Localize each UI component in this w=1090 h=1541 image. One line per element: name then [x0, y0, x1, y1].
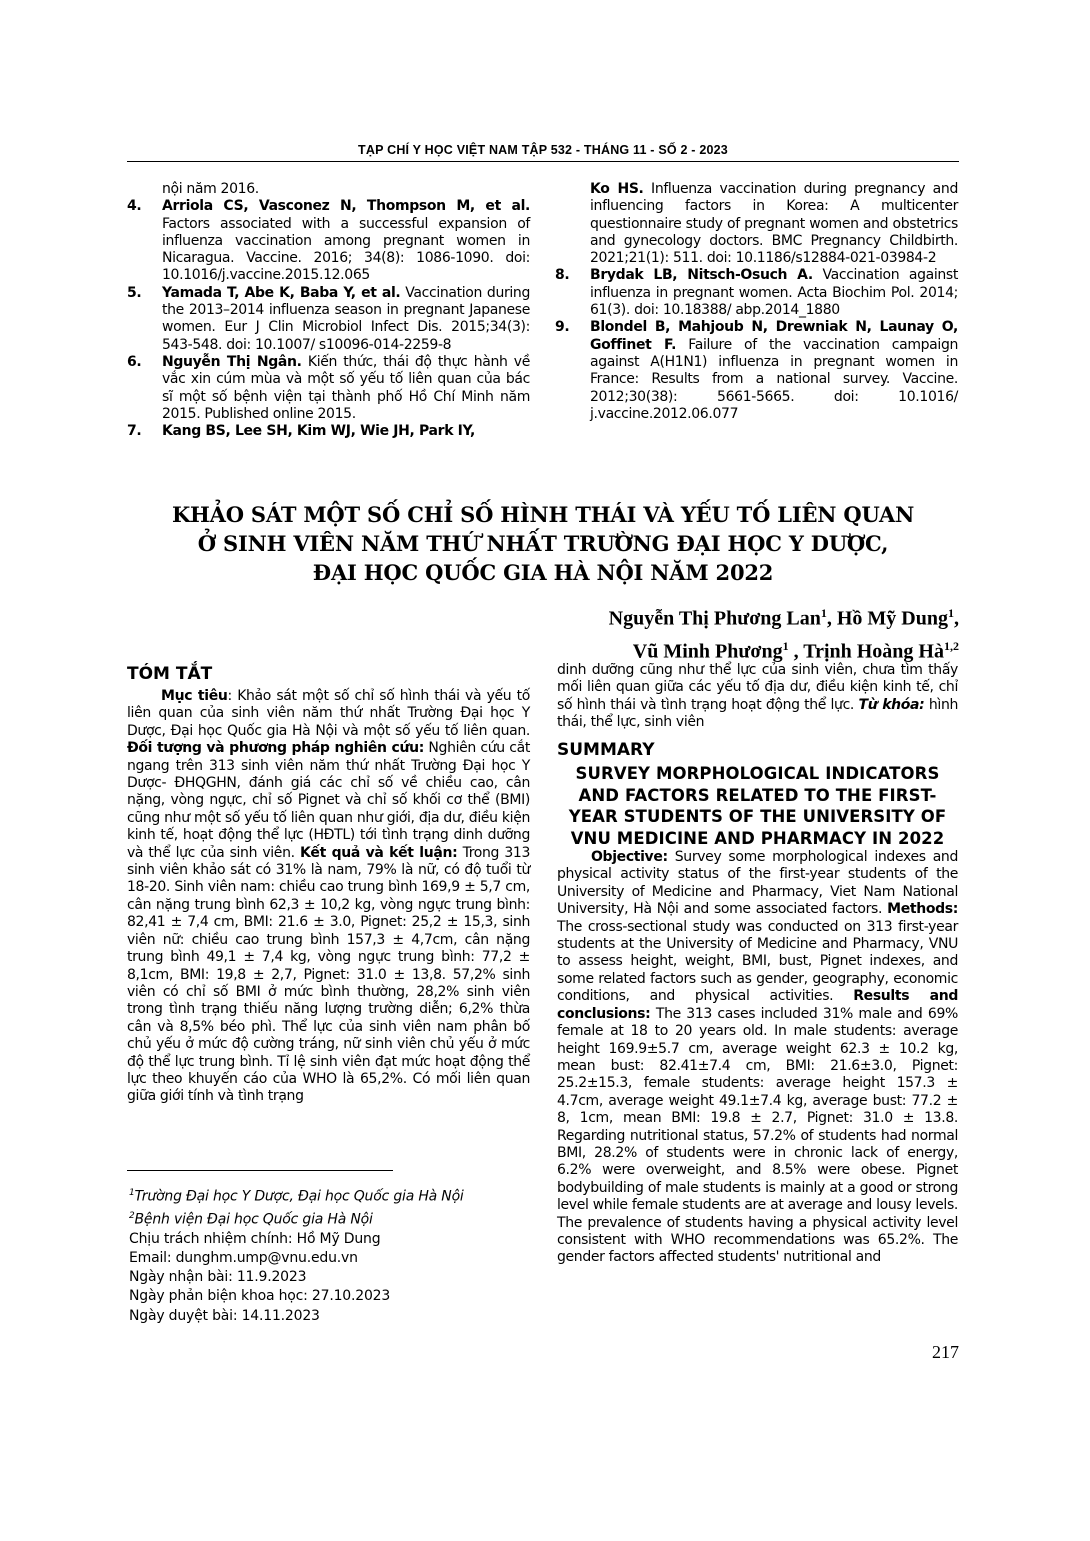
reference-item: [555, 267, 958, 319]
results-text: The 313 cases included 31% male and 69% female at 18 to 20 years old. In male students: average height 169.9±5.7 cm, average weight 62.3 ± 10.2 kg, mean bust: 82.41±7.4 cm, BMI: 21.6±3.0, Pignet: 25.2±15.3, female students: average height 157.3 ± 4.7cm, average weight 49.1±7.4 kg, average bust: 77.2 ± 8, 1cm, mean BMI: 19.8 ± 2.7, Pignet: 31.0 ± 13.8. Regarding nutritional status, 57.2% of students had normal BMI, 28.2% of students were in chronic lack of energy, 6.2% were overweight, and 8.5% were obese. Pignet bodybuilding of male students is mainly at a good or strong level while female students are at average and lousy levels. The prevalence of students having a physical activity level consistent with WHO recommendations was 65.2%. The gender factors affected students' nutritional and: [557, 1005, 958, 1266]
affiliation-mark: 1: [129, 1188, 135, 1198]
author-affiliation-mark: 1,2: [944, 638, 959, 653]
abstract-vi-continued: [557, 662, 958, 732]
reference-text: Vaccination during the 2013–2014 influenza season in pregnant Japanese women. Eur J Clin Microbiol Infect Dis. 2015;34(3): 543-548. doi: 10.1007/ s10096-014-2259-8: [162, 284, 530, 353]
author-list: [609, 600, 959, 665]
methods-text: The cross-sectional study was conducted on 313 first-year students at the University of Medicine and Pharmacy, VNU to assess height, weight, BMI, bust, Pignet indexes, and some related factors such as gender, geography, economic conditions, and physical activities.: [557, 918, 958, 1005]
summary-paragraph: [557, 849, 958, 1267]
corresponding-author: Chịu trách nhiệm chính: Hồ Mỹ Dung: [129, 1230, 381, 1247]
running-header: TẠP CHÍ Y HỌC VIỆT NAM TẬP 532 - THÁNG 11 - SỐ 2 - 2023: [358, 143, 728, 157]
author-separator: ,: [826, 607, 837, 630]
reference-authors: Arriola CS, Vasconez N, Thompson M, et al.: [162, 198, 530, 215]
author-separator: ,: [954, 607, 959, 630]
affiliation-mark: 2: [129, 1210, 135, 1221]
article-title-line: Ở SINH VIÊN NĂM THỨ NHẤT TRƯỜNG ĐẠI HỌC Y DƯỢC,: [197, 531, 889, 556]
reference-item: [127, 181, 530, 198]
footnotes: [129, 1184, 464, 1326]
continued-text: dinh dưỡng cũng như thể lực của sinh viên, chưa tìm thấy mối liên quan giữa các yếu tố địa dư, điều kiện kinh tế, chỉ số hình thái và tình trạng hoạt động thể lực.: [557, 662, 958, 713]
reference-number: 8.: [555, 267, 570, 284]
reference-text: nội năm 2016.: [162, 181, 259, 197]
references-left: [127, 181, 530, 440]
affiliation-text: Trường Đại học Y Dược, Đại học Quốc gia Hà Nội: [134, 1188, 464, 1205]
article-title-line: KHẢO SÁT MỘT SỐ CHỈ SỐ HÌNH THÁI VÀ YẾU TỐ LIÊN QUAN: [171, 502, 915, 527]
author-name: Nguyễn Thị Phương Lan: [608, 607, 821, 630]
author-affiliation-mark: 1: [820, 606, 827, 620]
summary-title-line: SURVEY MORPHOLOGICAL INDICATORS: [575, 764, 940, 784]
reference-authors: Brydak LB, Nitsch-Osuch A.: [590, 267, 813, 284]
article-title-line: ĐẠI HỌC QUỐC GIA HÀ NỘI NĂM 2022: [312, 560, 774, 585]
reference-item: [555, 319, 958, 423]
abstract-vi-paragraph: [127, 688, 530, 1106]
affiliation-2: [129, 1207, 464, 1230]
summary-heading: SUMMARY: [557, 739, 655, 760]
objective-text: Survey some morphological indexes and physical activity status of the first-year students of the University of Medicine and Pharmacy, Viet Nam National University, Hà Nội and some associated factors.: [557, 849, 958, 918]
results-label: Results and conclusions:: [557, 988, 959, 1022]
author-line: [609, 600, 959, 633]
methods-label: Đối tượng và phương pháp nghiên cứu:: [127, 740, 424, 757]
affiliation-text: Bệnh viện Đại học Quốc gia Hà Nội: [134, 1211, 373, 1228]
keywords-text: hình thái, thể lực, sinh viên: [557, 696, 958, 731]
reference-text: Factors associated with a successful expansion of influenza vaccination among pregnant women in Nicaragua. Vaccine. 2016; 34(8): 1086-1090. doi: 10.1016/j.vaccine.2015.12.065: [162, 215, 530, 284]
reference-authors: Kang BS, Lee SH, Kim WJ, Wie JH, Park IY,: [162, 423, 475, 440]
author-name: Vũ Minh Phương: [632, 640, 783, 663]
page-number: 217: [932, 1342, 959, 1362]
objective-label: Mục tiêu: [161, 688, 228, 704]
reference-item: [127, 354, 530, 423]
summary-title-line: VNU MEDICINE AND PHARMACY IN 2022: [570, 828, 945, 848]
article-title: [127, 500, 959, 587]
references-right: [555, 181, 958, 423]
contact-email: Email: dunghm.ump@vnu.edu.vn: [129, 1249, 358, 1266]
reference-item: [555, 181, 958, 267]
accepted-date: Ngày duyệt bài: 14.11.2023: [129, 1307, 320, 1324]
right-column: [557, 662, 958, 1267]
reference-authors: Blondel B, Mahjoub N, Drewniak N, Launay O, Goffinet F.: [590, 319, 958, 353]
reference-authors: Nguyễn Thị Ngân.: [162, 353, 302, 370]
summary-title-line: YEAR STUDENTS OF THE UNIVERSITY OF: [568, 807, 947, 827]
reference-number: 4.: [127, 198, 142, 215]
reference-authors: Ko HS.: [590, 181, 644, 197]
header-rule: [127, 161, 959, 162]
reference-authors: Yamada T, Abe K, Baba Y, et al.: [162, 284, 401, 301]
abstract-heading-vi: TÓM TẮT: [127, 664, 213, 684]
results-text: Trong 313 sinh viên khảo sát có 31% là nam, 79% là nữ, có độ tuổi từ 18-20. Sinh viên nam: chiều cao trung bình 169,9 ± 5,7 cm, cân nặng trung bình 62,3 ± 10,2 kg, vòng ngực trung bình: 82,41 ± 7,4 cm, BMI: 21.6 ± 3.0, Pignet: 25,2 ± 15,3, sinh viên nữ: chiều cao trung bình 157,3 ± 4,7cm, cân nặng trung bình 49,1 ± 7,4 kg, vòng ngực trung bình: 77,2 ± 8,1cm, BMI: 19,8 ± 2,7, Pignet: 31.0 ± 13,8. 57,2% sinh viên có chỉ số BMI ở mức bình thường, 28,2% sinh viên trong tình trạng thiếu năng lượng trường diễn; 6,2% thừa cân và 8,5% béo phì. Thể lực của sinh viên nam phân bố chủ yếu ở mức độ cường tráng, nữ sinh viên chủ yếu ở mức độ thể lực trung bình. Tỉ lệ sinh viên đạt mức hoạt động thể lực theo khuyến cáo của WHO là 65,2%. Có mối liên quan giữa giới tính và tình trạng: [127, 844, 530, 1105]
abstract-vi-body: [127, 688, 530, 1106]
reference-text: Kiến thức, thái độ thực hành về vắc xin cúm mùa và một số yếu tố liên quan của bác sĩ một số bệnh viện tại thành phố Hồ Chí Minh năm 2015. Published online 2015.: [162, 353, 530, 422]
author-affiliation-mark: 1: [782, 638, 789, 653]
reference-number: 5.: [127, 284, 142, 301]
affiliation-1: [129, 1184, 464, 1207]
author-name: Trịnh Hoàng Hà: [803, 640, 944, 663]
reference-number: 7.: [127, 423, 142, 440]
reference-number: 9.: [555, 319, 570, 336]
author-line: [609, 633, 959, 666]
reference-item: [127, 423, 530, 440]
methods-text: Nghiên cứu cắt ngang trên 313 sinh viên năm thứ nhất Trường Đại học Y Dược- ĐHQGHN, đánh giá các chỉ số về chiều cao, cân nặng, vòng ngực, chỉ số Pignet và chỉ số khối cơ thể (BMI) cũng như một số yếu tố liên quan như giới, địa dư, điều kiện kinh tế, hoạt động thể lực (HĐTL) tới tình trạng dinh dưỡng và thể lực của sinh viên.: [127, 740, 530, 861]
results-label: Kết quả và kết luận:: [299, 844, 458, 861]
summary-title: [557, 763, 958, 849]
reviewed-date: Ngày phản biện khoa học: 27.10.2023: [129, 1288, 391, 1305]
reference-number: 6.: [127, 353, 142, 370]
author-separator: ,: [788, 640, 804, 663]
author-name: Hồ Mỹ Dung: [836, 607, 948, 630]
footnote-rule: [127, 1170, 393, 1171]
author-affiliation-mark: 1: [948, 606, 954, 620]
keywords-label: Từ khóa:: [858, 696, 925, 713]
reference-text: Failure of the vaccination campaign against A(H1N1) influenza in pregnant women in France: Results from a national survey. Vaccine. 2012;30(38): 5661-5665. doi: 10.1016/ j.vaccine.2012.06.077: [590, 336, 959, 422]
reference-item: [127, 285, 530, 354]
summary-title-line: AND FACTORS RELATED TO THE FIRST-: [578, 785, 937, 805]
reference-text: Influenza vaccination during pregnancy and influencing factors in Korea: A multicenter questionnaire study of pregnant women and obstetrics and gynecology doctors. BMC Pregnancy Childbirth. 2021;21(1): 511. doi: 10.1186/s12884-021-03984-2: [590, 181, 958, 267]
received-date: Ngày nhận bài: 11.9.2023: [129, 1269, 307, 1286]
reference-item: [127, 198, 530, 284]
objective-label: Objective:: [591, 849, 668, 866]
objective-text: : Khảo sát một số chỉ số hình thái và yếu tố liên quan của sinh viên năm thứ nhất Trường Đại học Y Dược, Đại học Quốc gia Hà Nội và một số yếu tố liên quan.: [127, 688, 530, 739]
methods-label: Methods:: [887, 901, 958, 918]
reference-text: Vaccination against influenza in pregnant women. Acta Biochim Pol. 2014; 61(3). doi: 10.18388/ abp.2014_1880: [590, 267, 958, 319]
